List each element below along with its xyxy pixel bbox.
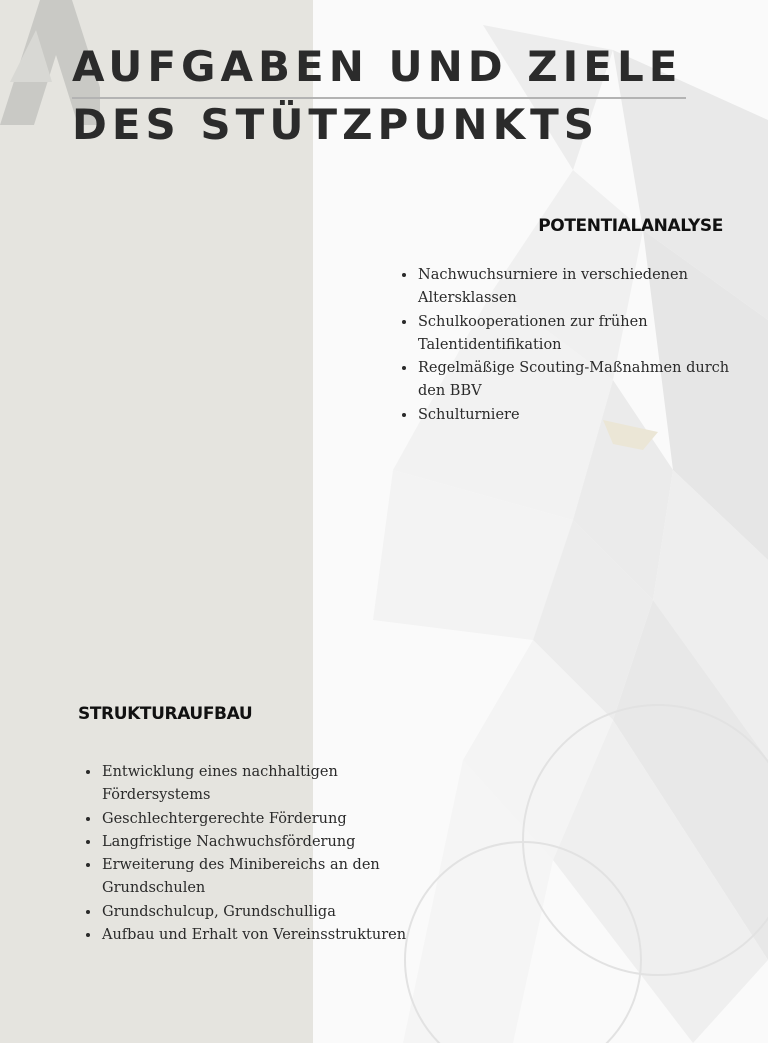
- list-item: • Nachwuchsurniere in verschiedenen Altersklassen: [417, 264, 742, 311]
- strukturaufbau-heading: STRUKTURAUFBAU: [78, 704, 253, 724]
- list-item: • Aufbau und Erhalt von Vereinsstrukturen: [101, 924, 431, 947]
- title-divider: [72, 97, 686, 99]
- list-item: • Erweiterung des Minibereichs an den Grundschulen: [101, 854, 431, 901]
- list-item: • Regelmäßige Scouting-Maßnahmen durch den BBV: [417, 357, 742, 404]
- list-item: • Schulkooperationen zur frühen Talentidentifikation: [417, 311, 742, 358]
- list-item: • Grundschulcup, Grundschulliga: [101, 901, 431, 924]
- strukturaufbau-list: [81, 761, 431, 947]
- page-title-line-1: AUFGABEN UND ZIELE: [72, 42, 683, 91]
- page-title: [72, 38, 682, 154]
- list-item: • Entwicklung eines nachhaltigen Fördersystems: [101, 761, 431, 808]
- list-item: • Geschlechtergerechte Förderung: [101, 808, 431, 831]
- list-item: • Schulturniere: [417, 404, 742, 427]
- potentialanalyse-heading: POTENTIALANALYSE: [538, 216, 723, 236]
- list-item: • Langfristige Nachwuchsförderung: [101, 831, 431, 854]
- page-title-line-2: DES STÜTZPUNKTS: [72, 100, 600, 149]
- potentialanalyse-list: [397, 264, 742, 427]
